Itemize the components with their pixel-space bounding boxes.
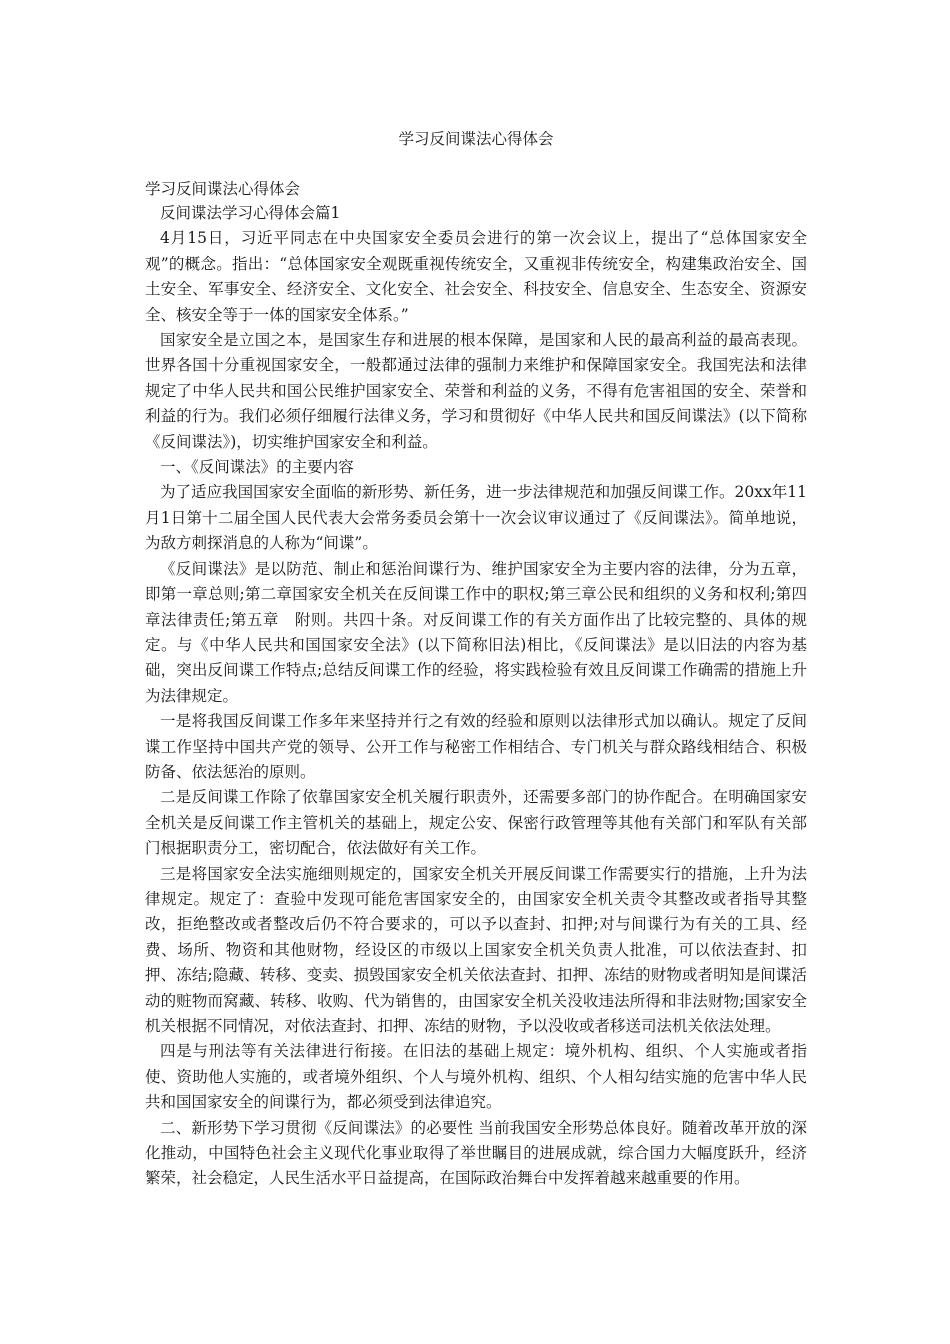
document-body (145, 201, 807, 1192)
section-heading: 反间谍法学习心得体会篇1 (160, 204, 341, 222)
paragraph: 《反间谍法》是以防范、制止和惩治间谍行为、维护国家安全为主要内容的法律，分为五章，即第一章总则;第二章国家安全机关在反间谍工作中的职权;第三章公民和组织的义务和权利;第四章法律责任;第五章 附则。共四十条。对反间谍工作的有关方面作出了比较完整的、具体的规定。与《中华人民共和国国家安全法》(以下简称旧法)相比，《反间谍法》是以旧法的内容为基础，突出反间谍工作特点;总结反间谍工作的经验，将实践检验有效且反间谍工作确需的措施上升为法律规定。 (145, 559, 807, 705)
paragraph: 二、新形势下学习贯彻《反间谍法》的必要性 当前我国安全形势总体良好。随着改革开放的深化推动，中国特色社会主义现代化事业取得了举世瞩目的进展成就，综合国力大幅度跃升，经济繁荣，社会稳定，人民生活水平日益提高，在国际政治舞台中发挥着越来越重要的作用。 (145, 1118, 807, 1188)
paragraph: 国家安全是立国之本，是国家生存和进展的根本保障，是国家和人民的最高利益的最高表现。世界各国十分重视国家安全，一般都通过法律的强制力来维护和保障国家安全。我国宪法和法律规定了中华人民共和国公民维护国家安全、荣誉和利益的义务，不得有危害祖国的安全、荣誉和利益的行为。我们必须仔细履行法律义务，学习和贯彻好《中华人民共和国反间谍法》(以下简称《反间谍法》)，切实维护国家安全和利益。 (145, 331, 807, 451)
paragraph: 四是与刑法等有关法律进行衔接。在旧法的基础上规定：境外机构、组织、个人实施或者指使、资助他人实施的，或者境外组织、个人与境外机构、组织、个人相勾结实施的危害中华人民共和国国家安全的间谍行为，都必须受到法律追究。 (145, 1042, 807, 1112)
paragraph: 二是反间谍工作除了依靠国家安全机关履行职责外，还需要多部门的协作配合。在明确国家安全机关是反间谍工作主管机关的基础上，规定公安、保密行政管理等其他有关部门和军队有关部门根据职责分工，密切配合，依法做好有关工作。 (145, 788, 807, 858)
paragraph: 4月15日，习近平同志在中央国家安全委员会进行的第一次会议上，提出了“总体国家安全观”的概念。指出：“总体国家安全观既重视传统安全，又重视非传统安全，构建集政治安全、国土安全、军事安全、经济安全、文化安全、社会安全、科技安全、信息安全、生态安全、资源安全、核安全等于一体的国家安全体系。” (145, 229, 807, 324)
paragraph: 为了适应我国国家安全面临的新形势、新任务，进一步法律规范和加强反间谍工作。20xx年11月1日第十二届全国人民代表大会常务委员会第十一次会议审议通过了《反间谍法》。简单地说，为敌方刺探消息的人称为“间谍”。 (145, 483, 807, 553)
section-heading: 一、《反间谍法》的主要内容 (160, 458, 354, 477)
document-title: 学习反间谍法心得体会 (398, 130, 554, 148)
document-subtitle: 学习反间谍法心得体会 (145, 180, 301, 198)
paragraph: 一是将我国反间谍工作多年来坚持并行之有效的经验和原则以法律形式加以确认。规定了反间谍工作坚持中国共产党的领导、公开工作与秘密工作相结合、专门机关与群众路线相结合、积极防备、依法惩治的原则。 (145, 712, 807, 781)
paragraph: 三是将国家安全法实施细则规定的，国家安全机关开展反间谍工作需要实行的措施，上升为法律规定。规定了：查验中发现可能危害国家安全的，由国家安全机关责令其整改或者指导其整改，拒绝整改或者整改后仍不符合要求的，可以予以查封、扣押;对与间谍行为有关的工具、经费、场所、物资和其他财物，经设区的市级以上国家安全机关负责人批准，可以依法查封、扣押、冻结;隐藏、转移、变卖、损毁国家安全机关依法查封、扣押、冻结的财物或者明知是间谍活动的赃物而窝藏、转移、收购、代为销售的，由国家安全机关没收违法所得和非法财物;国家安全机关根据不同情况，对依法查封、扣押、冻结的财物，予以没收或者移送司法机关依法处理。 (145, 864, 807, 1035)
